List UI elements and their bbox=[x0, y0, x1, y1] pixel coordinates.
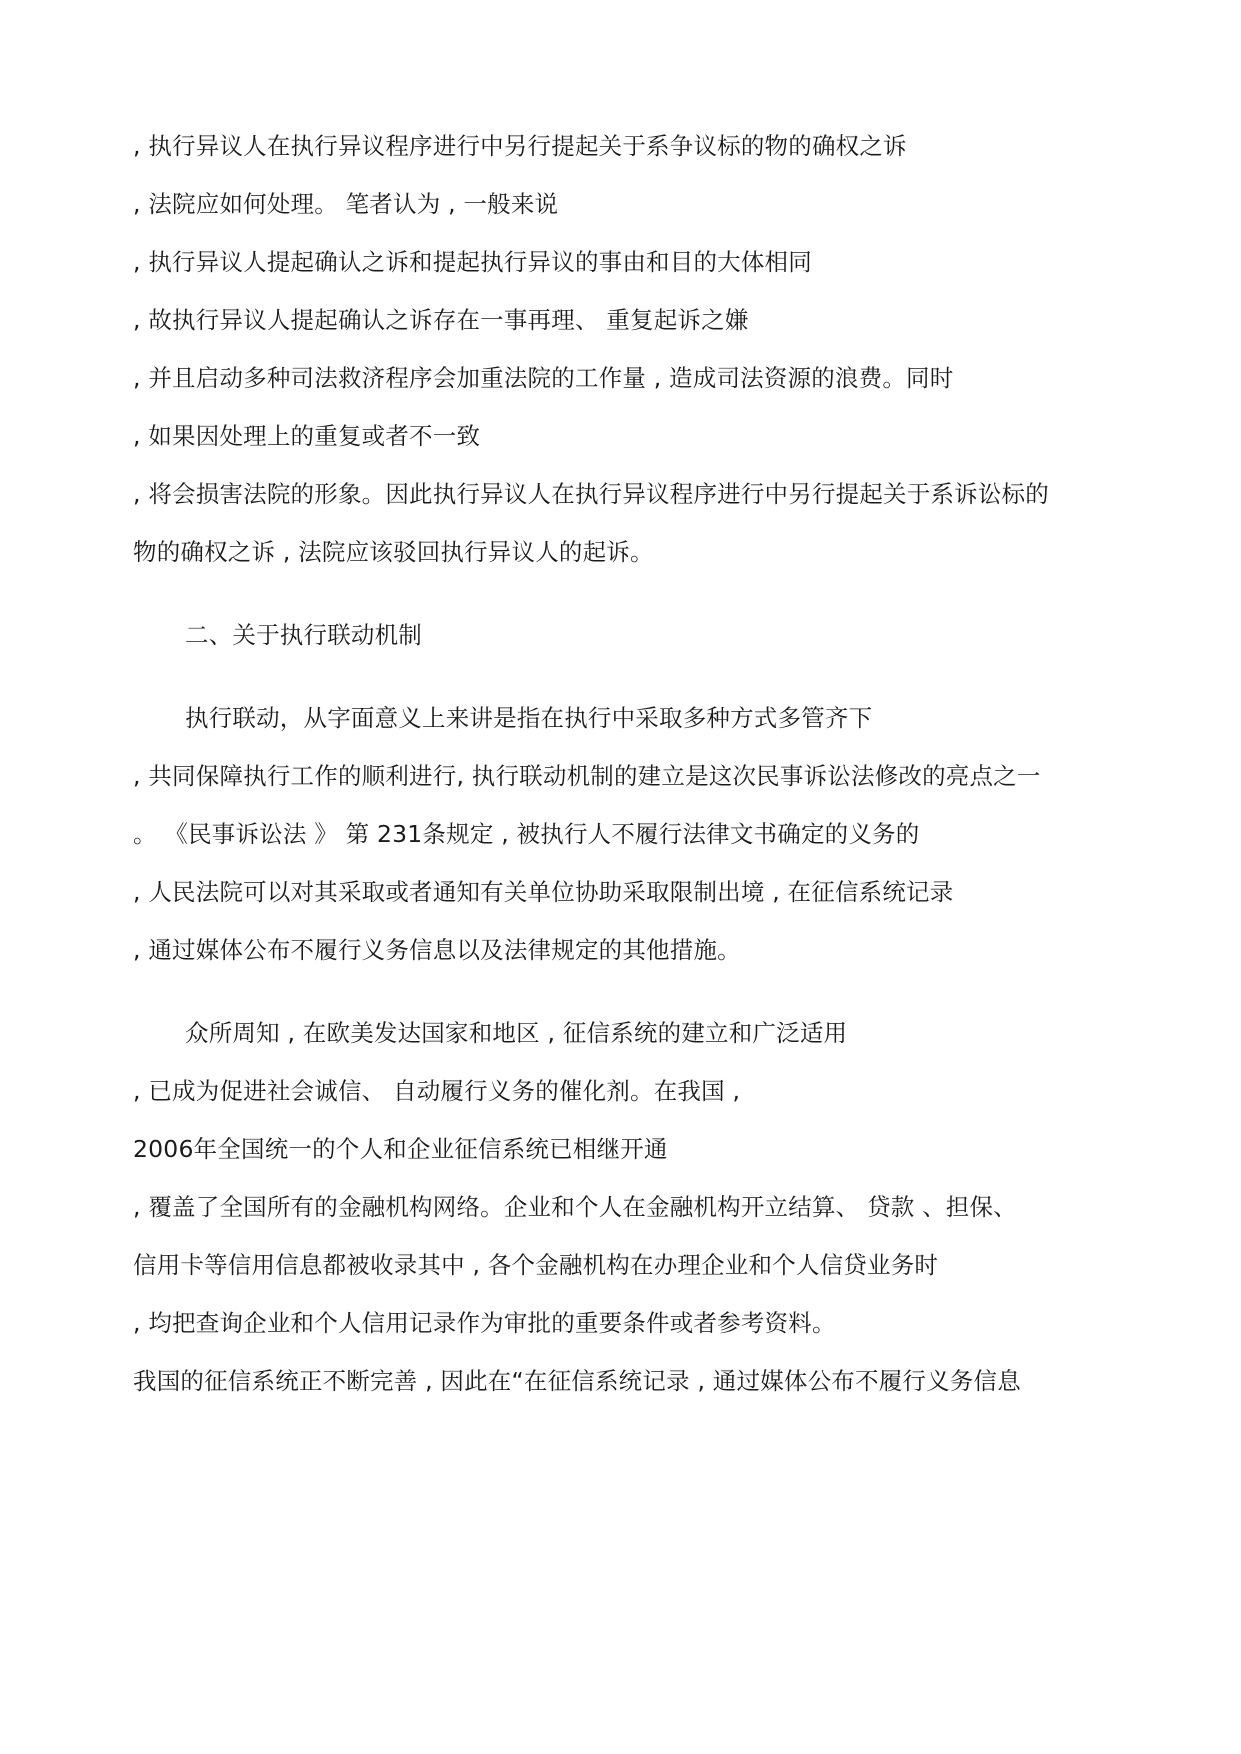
paragraph-line: , 执行异议人提起确认之诉和提起执行异议的事由和目的大体相同 bbox=[133, 248, 812, 276]
paragraph-line: , 共同保障执行工作的顺利进行, 执行联动机制的建立是这次民事诉讼法修改的亮点之一 bbox=[133, 762, 1041, 790]
paragraph-line: 我国的征信系统正不断完善 , 因此在“在征信系统记录 , 通过媒体公布不履行义务信息 bbox=[133, 1367, 1021, 1395]
paragraph-line: 信用卡等信用信息都被收录其中 , 各个金融机构在办理企业和个人信贷业务时 bbox=[133, 1251, 939, 1279]
paragraph-line: 众所周知 , 在欧美发达国家和地区 , 征信系统的建立和广泛适用 bbox=[185, 1019, 848, 1047]
paragraph-line: 物的确权之诉 , 法院应该驳回执行异议人的起诉。 bbox=[133, 538, 654, 566]
paragraph-line: , 均把查询企业和个人信用记录作为审批的重要条件或者参考资料。 bbox=[133, 1309, 836, 1337]
paragraph-line: 。 《民事诉讼法 》 第 231条规定 , 被执行人不履行法律文书确定的义务的 bbox=[133, 820, 920, 848]
section-heading: 二、关于执行联动机制 bbox=[185, 621, 422, 649]
paragraph-line: , 已成为促进社会诚信、 自动履行义务的催化剂。在我国 , bbox=[133, 1077, 741, 1105]
paragraph-line: , 将会损害法院的形象。因此执行异议人在执行异议程序进行中另行提起关于系诉讼标的 bbox=[133, 480, 1049, 508]
paragraph-line: 执行联动，从字面意义上来讲是指在执行中采取多种方式多管齐下 bbox=[185, 704, 873, 732]
paragraph-line: , 覆盖了全国所有的金融机构网络。企业和个人在金融机构开立结算、 贷款 、担保、 bbox=[133, 1193, 1017, 1221]
paragraph-line: , 故执行异议人提起确认之诉存在一事再理、 重复起诉之嫌 bbox=[133, 306, 749, 334]
paragraph-line: , 并且启动多种司法救济程序会加重法院的工作量 , 造成司法资源的浪费。同时 bbox=[133, 364, 954, 392]
paragraph-line: , 人民法院可以对其采取或者通知有关单位协助采取限制出境 , 在征信系统记录 bbox=[133, 878, 954, 906]
paragraph-line: , 执行异议人在执行异议程序进行中另行提起关于系争议标的物的确权之诉 bbox=[133, 132, 907, 160]
paragraph-line: 2006年全国统一的个人和企业征信系统已相继开通 bbox=[133, 1135, 668, 1163]
paragraph-line: , 法院应如何处理。 笔者认为 , 一般来说 bbox=[133, 190, 559, 218]
paragraph-line: , 通过媒体公布不履行义务信息以及法律规定的其他措施。 bbox=[133, 936, 741, 964]
paragraph-line: , 如果因处理上的重复或者不一致 bbox=[133, 422, 481, 450]
